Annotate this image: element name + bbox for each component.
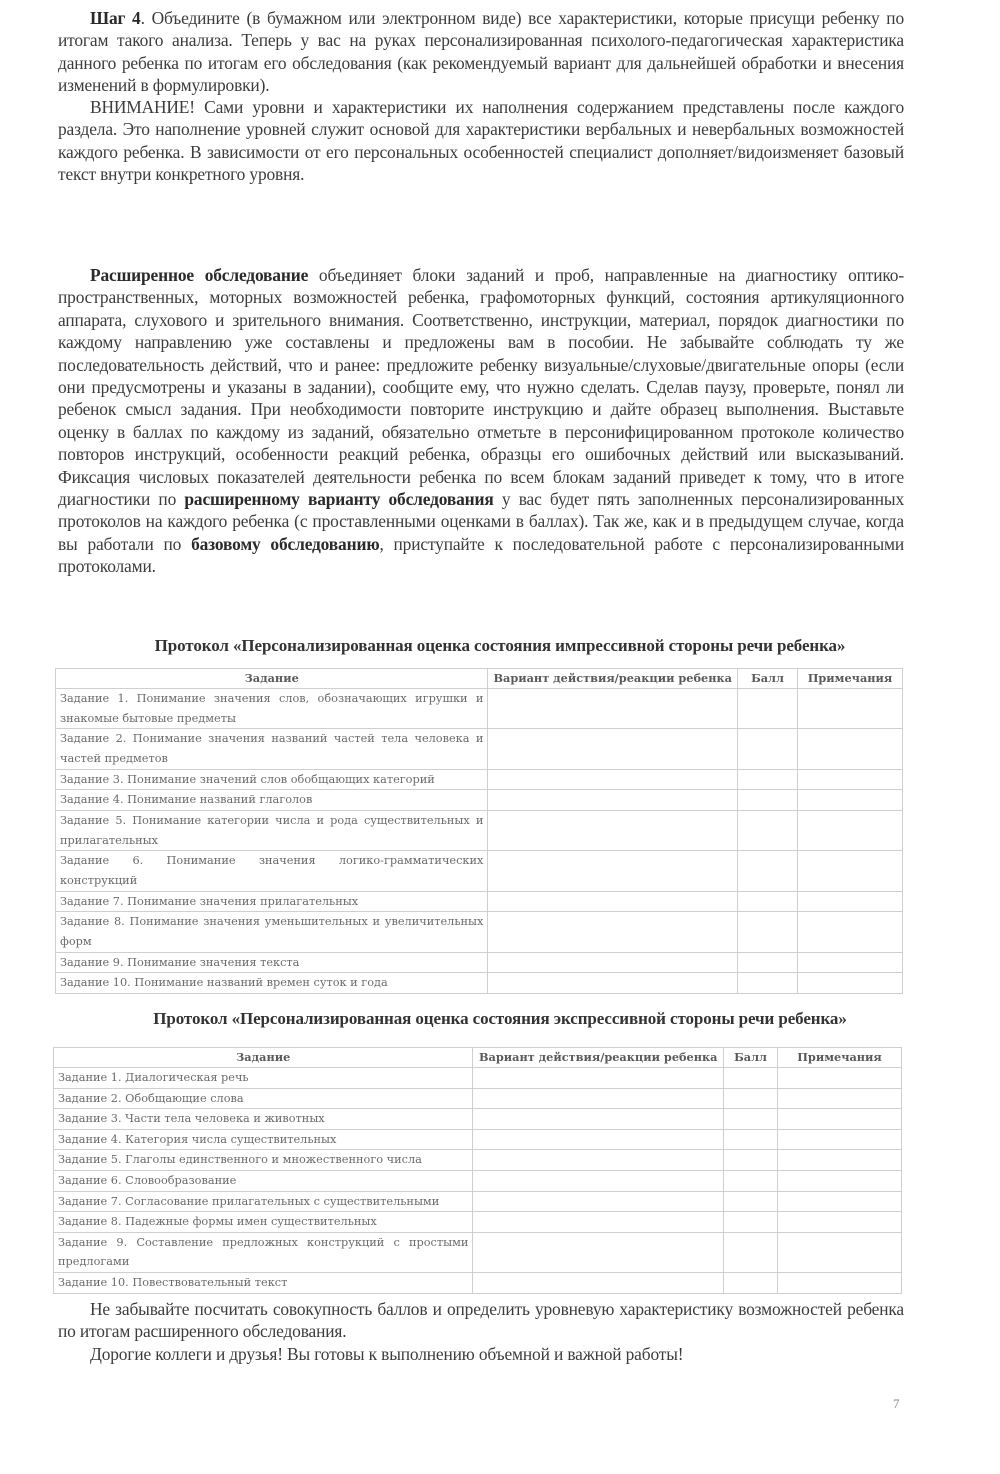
reaction-cell[interactable] <box>488 810 738 850</box>
extended-text-1: объединяет блоки заданий и проб, направленные на диагностику оптико-пространственных, моторных возможностей ребенка, графомоторных функций, состояния артикуляционного аппарата, слухового и зрительного внимания. Соответственно, инструкции, материал, порядок диагностики по каждому направлению уже составлены и предложены вам в пособии. Не забывайте соблюдать ту же последовательность действий, что и ранее: предложите ребенку визуальные/слуховые/двигательные опоры (если они предусмотрены и указаны в задании), сообщите ему, что нужно сделать. Сделав паузу, проверьте, понял ли ребенок смысл задания. При необходимости повторите инструкцию и дайте образец выполнения. Выставьте оценку в баллах по каждому из заданий, обязательно отметьте в персонифицированном протоколе количество повторов инструкций, особенности реакций ребенка, образцы его ошибочных действий или высказываний. Фиксация числовых показателей деятельности ребенка по всем блокам заданий приведет к тому, что в итоге диагностики по <box>58 265 904 510</box>
task-cell: Задание 1. Диалогическая речь <box>54 1068 473 1089</box>
table-header-row <box>54 1048 902 1068</box>
task-cell: Задание 5. Понимание категории числа и рода существительных и прилагательных <box>56 810 488 850</box>
reaction-cell[interactable] <box>473 1170 724 1191</box>
extended-bold-end: базовому обследованию <box>191 533 380 554</box>
step4-lead: Шаг 4 <box>90 8 141 28</box>
closing-text: Дорогие коллеги и друзья! Вы готовы к выполнению объемной и важной работы! <box>90 1344 684 1364</box>
score-cell[interactable] <box>724 1170 778 1191</box>
table-row <box>54 1068 902 1089</box>
reaction-cell[interactable] <box>473 1212 724 1233</box>
table-row <box>56 912 903 952</box>
score-cell[interactable] <box>738 952 798 973</box>
extended-exam-paragraph <box>58 264 904 578</box>
table-row <box>56 952 903 973</box>
notes-cell[interactable] <box>798 952 903 973</box>
task-cell: Задание 2. Обобщающие слова <box>54 1088 473 1109</box>
reaction-cell[interactable] <box>488 769 738 790</box>
task-cell: Задание 10. Понимание названий времен суток и года <box>56 973 488 994</box>
notes-cell[interactable] <box>798 912 903 952</box>
score-cell[interactable] <box>738 729 798 769</box>
notes-cell[interactable] <box>778 1068 902 1089</box>
reminder-paragraph <box>58 1298 904 1343</box>
protocol-expressive-table <box>53 1047 902 1294</box>
notes-cell[interactable] <box>778 1212 902 1233</box>
notes-cell[interactable] <box>778 1191 902 1212</box>
table-row <box>56 790 903 811</box>
header-notes: Примечания <box>798 669 903 689</box>
notes-cell[interactable] <box>778 1109 902 1130</box>
extended-bold-mid: расширенному варианту обследования <box>184 489 494 510</box>
reaction-cell[interactable] <box>473 1150 724 1171</box>
reaction-cell[interactable] <box>488 790 738 811</box>
reaction-cell[interactable] <box>473 1273 724 1294</box>
score-cell[interactable] <box>738 790 798 811</box>
notes-cell[interactable] <box>798 891 903 912</box>
reaction-cell[interactable] <box>488 973 738 994</box>
extended-text-3: , приступайте к последовательной работе с персонализированными протоколами. <box>58 533 905 577</box>
task-cell: Задание 8. Падежные формы имен существительных <box>54 1212 473 1233</box>
reaction-cell[interactable] <box>473 1088 724 1109</box>
header-notes: Примечания <box>778 1048 902 1068</box>
protocol-expressive-title: Протокол «Персонализированная оценка состояния экспрессивной стороны речи ребенка» <box>153 1009 847 1028</box>
attention-paragraph <box>58 96 904 186</box>
task-cell: Задание 3. Части тела человека и животных <box>54 1109 473 1130</box>
score-cell[interactable] <box>724 1129 778 1150</box>
task-cell: Задание 6. Понимание значения логико-грамматических конструкций <box>56 851 488 891</box>
task-cell: Задание 2. Понимание значения названий частей тела человека и частей предметов <box>56 729 488 769</box>
notes-cell[interactable] <box>778 1129 902 1150</box>
score-cell[interactable] <box>738 851 798 891</box>
notes-cell[interactable] <box>778 1232 902 1272</box>
attention-text: ВНИМАНИЕ! Сами уровни и характеристики их наполнения содержанием представлены после каждого раздела. Это наполнение уровней служит основой для характеристики вербальных и невербальных возможностей каждого ребенка. В зависимости от его персональных особенностей специалист дополняет/видоизменяет базовый текст внутри конкретного уровня. <box>58 97 904 185</box>
score-cell[interactable] <box>738 912 798 952</box>
task-cell: Задание 6. Словообразование <box>54 1170 473 1191</box>
table-header-row <box>56 669 903 689</box>
notes-cell[interactable] <box>778 1170 902 1191</box>
notes-cell[interactable] <box>798 689 903 729</box>
task-cell: Задание 9. Составление предложных конструкций с простыми предлогами <box>54 1232 473 1272</box>
notes-cell[interactable] <box>778 1150 902 1171</box>
step4-paragraph <box>58 7 904 97</box>
reaction-cell[interactable] <box>488 952 738 973</box>
task-cell: Задание 7. Понимание значения прилагательных <box>56 891 488 912</box>
notes-cell[interactable] <box>798 973 903 994</box>
reaction-cell[interactable] <box>488 891 738 912</box>
table-row <box>54 1191 902 1212</box>
reaction-cell[interactable] <box>488 912 738 952</box>
notes-cell[interactable] <box>798 851 903 891</box>
table-row <box>54 1088 902 1109</box>
table-row <box>54 1212 902 1233</box>
header-score: Балл <box>738 669 798 689</box>
closing-paragraph <box>58 1343 904 1365</box>
reminder-text: Не забывайте посчитать совокупность баллов и определить уровневую характеристику возможностей ребенка по итогам расширенного обследования. <box>58 1299 904 1342</box>
reaction-cell[interactable] <box>488 729 738 769</box>
table-row <box>54 1150 902 1171</box>
notes-cell[interactable] <box>778 1273 902 1294</box>
notes-cell[interactable] <box>798 790 903 811</box>
task-cell: Задание 10. Повествовательный текст <box>54 1273 473 1294</box>
task-cell: Задание 1. Понимание значения слов, обозначающих игрушки и знакомые бытовые предметы <box>56 689 488 729</box>
header-score: Балл <box>724 1048 778 1068</box>
reaction-cell[interactable] <box>473 1068 724 1089</box>
reaction-cell[interactable] <box>473 1232 724 1272</box>
header-task: Задание <box>54 1048 473 1068</box>
score-cell[interactable] <box>724 1191 778 1212</box>
score-cell[interactable] <box>724 1150 778 1171</box>
reaction-cell[interactable] <box>473 1109 724 1130</box>
score-cell[interactable] <box>738 891 798 912</box>
notes-cell[interactable] <box>778 1088 902 1109</box>
score-cell[interactable] <box>738 810 798 850</box>
score-cell[interactable] <box>738 689 798 729</box>
score-cell[interactable] <box>724 1212 778 1233</box>
step4-text: . Объедините (в бумажном или электронном виде) все характеристики, которые присущи ребенку по итогам такого анализа. Теперь у вас на руках персонализированная психолого-педагогическая характеристика данного ребенка по итогам его обследования (как рекомендуемый вариант для дальнейшей обработки и внесения изменений в формулировки). <box>58 8 905 96</box>
protocol-impressive-title: Протокол «Персонализированная оценка состояния импрессивной стороны речи ребенка» <box>154 636 846 655</box>
score-cell[interactable] <box>724 1068 778 1089</box>
table-row <box>54 1170 902 1191</box>
table-row <box>54 1129 902 1150</box>
table-row <box>54 1232 902 1272</box>
reaction-cell[interactable] <box>488 689 738 729</box>
table-row <box>54 1109 902 1130</box>
task-cell: Задание 4. Категория числа существительных <box>54 1129 473 1150</box>
reaction-cell[interactable] <box>473 1191 724 1212</box>
score-cell[interactable] <box>724 1109 778 1130</box>
task-cell: Задание 3. Понимание значений слов обобщающих категорий <box>56 769 488 790</box>
extended-text-2: у вас будет пять заполненных персонализированных протоколов на каждого ребенка (с проставленными оценками в баллах). Так же, как и в предыдущем случае, когда вы работали по <box>58 489 904 554</box>
task-cell: Задание 5. Глаголы единственного и множественного числа <box>54 1150 473 1171</box>
table-row <box>56 689 903 729</box>
score-cell[interactable] <box>724 1088 778 1109</box>
table-row <box>56 769 903 790</box>
score-cell[interactable] <box>724 1273 778 1294</box>
table-row <box>56 851 903 891</box>
notes-cell[interactable] <box>798 769 903 790</box>
score-cell[interactable] <box>738 769 798 790</box>
notes-cell[interactable] <box>798 810 903 850</box>
table-row <box>56 729 903 769</box>
score-cell[interactable] <box>738 973 798 994</box>
header-reaction: Вариант действия/реакции ребенка <box>488 669 738 689</box>
header-task: Задание <box>56 669 488 689</box>
table-row <box>56 810 903 850</box>
protocol-impressive-table <box>55 668 903 994</box>
task-cell: Задание 7. Согласование прилагательных с существительными <box>54 1191 473 1212</box>
task-cell: Задание 9. Понимание значения текста <box>56 952 488 973</box>
reaction-cell[interactable] <box>473 1129 724 1150</box>
table-row <box>56 891 903 912</box>
task-cell: Задание 4. Понимание названий глаголов <box>56 790 488 811</box>
reaction-cell[interactable] <box>488 851 738 891</box>
extended-lead: Расширенное обследование <box>90 265 309 285</box>
notes-cell[interactable] <box>798 729 903 769</box>
table-row <box>54 1273 902 1294</box>
page-number: 7 <box>893 1396 900 1411</box>
task-cell: Задание 8. Понимание значения уменьшительных и увеличительных форм <box>56 912 488 952</box>
score-cell[interactable] <box>724 1232 778 1272</box>
table-row <box>56 973 903 994</box>
header-reaction: Вариант действия/реакции ребенка <box>473 1048 724 1068</box>
